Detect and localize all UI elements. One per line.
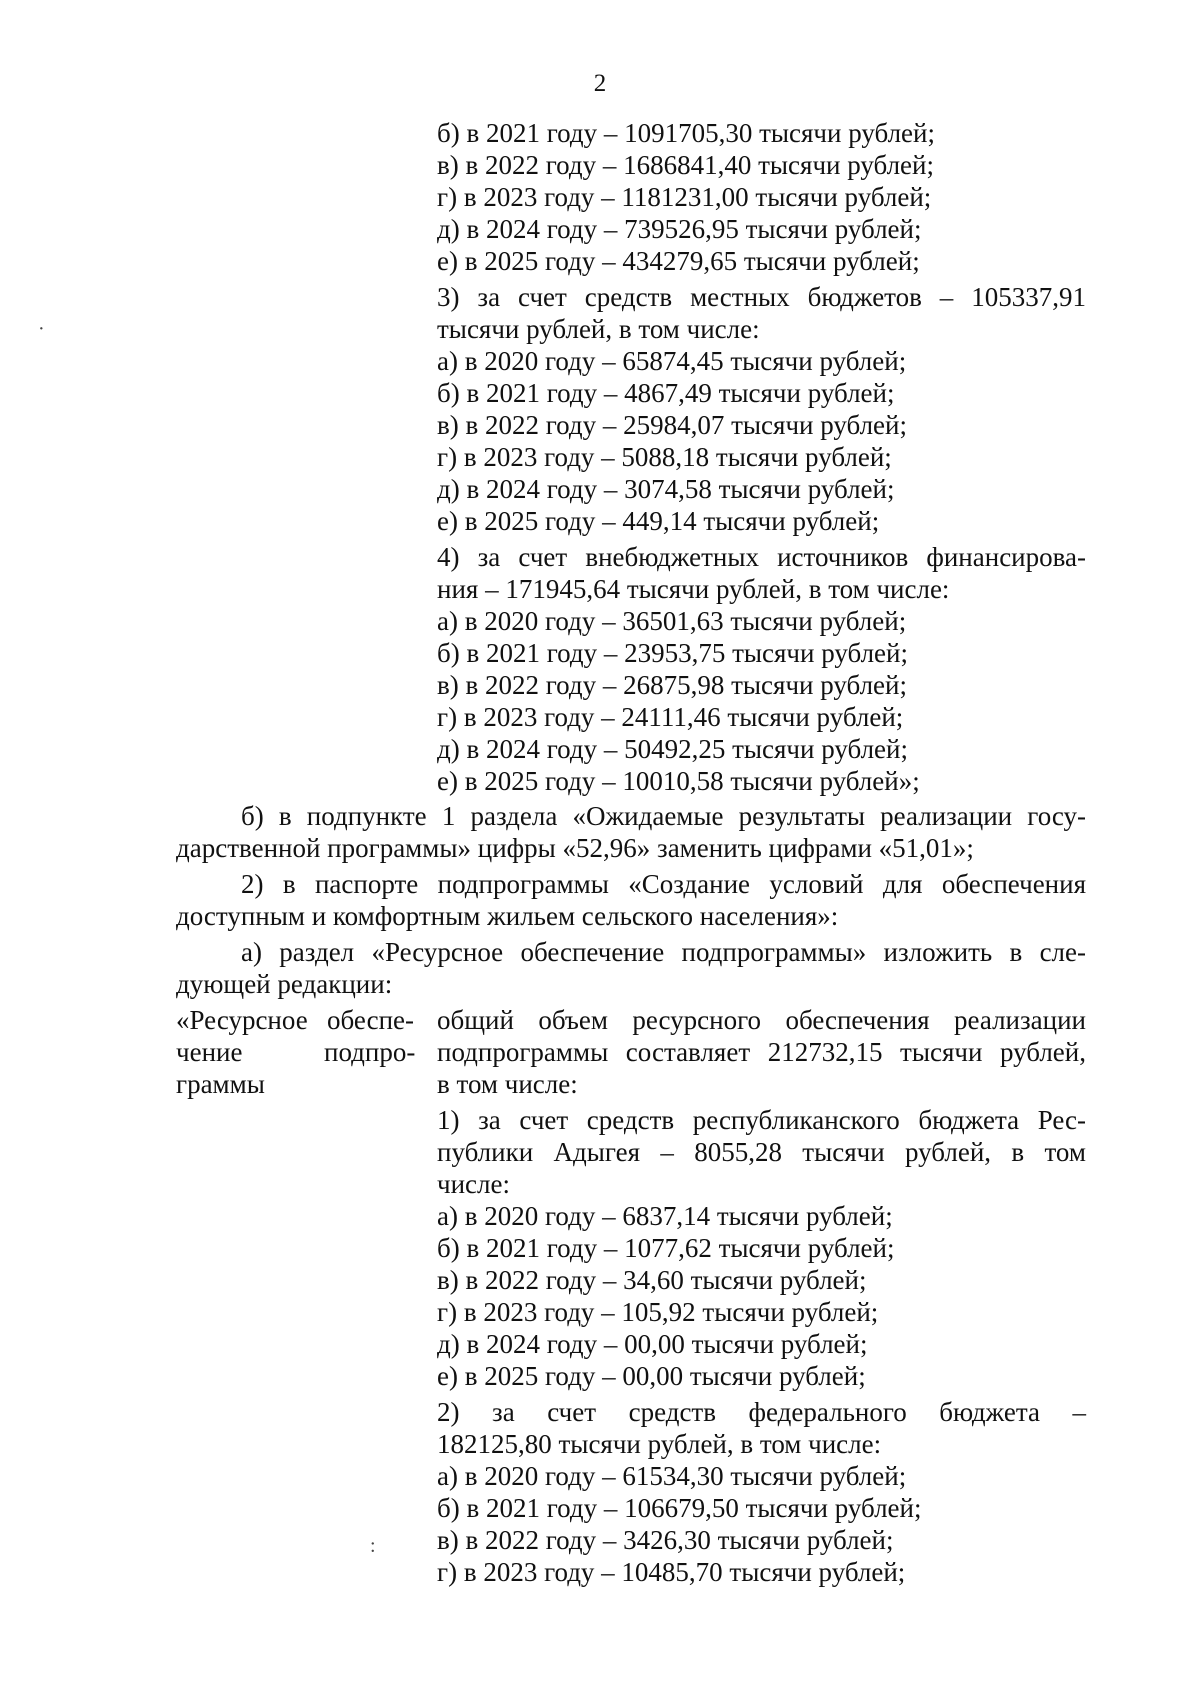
federal-budget-line1: 2) за счет средств федерального бюджета – (437, 1397, 1086, 1427)
list-item: б) в 2021 году – 1077,62 тысячи рублей; (437, 1233, 895, 1263)
list-item: е) в 2025 году – 00,00 тысячи рублей; (437, 1361, 866, 1391)
list-item: а) в 2020 году – 65874,45 тысячи рублей; (437, 346, 907, 376)
paragraph-2-line2: доступным и комфортным жильем сельского населения»: (176, 901, 839, 931)
paragraph-a-line1: а) раздел «Ресурсное обеспечение подпрограммы» изложить в сле- (241, 937, 1086, 967)
local-budget-heading-cont: тысячи рублей, в том числе: (437, 314, 760, 344)
list-item: а) в 2020 году – 61534,30 тысячи рублей; (437, 1461, 907, 1491)
scan-speck: : (370, 1535, 376, 1557)
list-item: г) в 2023 году – 5088,18 тысячи рублей; (437, 442, 892, 472)
list-item: в) в 2022 году – 25984,07 тысячи рублей; (437, 410, 907, 440)
list-item: г) в 2023 году – 1181231,00 тысячи рублей; (437, 182, 932, 212)
list-item: в) в 2022 году – 34,60 тысячи рублей; (437, 1265, 867, 1295)
list-item: б) в 2021 году – 106679,50 тысячи рублей; (437, 1493, 922, 1523)
paragraph-b-line1: б) в подпункте 1 раздела «Ожидаемые результаты реализации госу- (241, 801, 1086, 831)
list-item: е) в 2025 году – 449,14 тысячи рублей; (437, 506, 880, 536)
extra-budget-heading-cont: ния – 171945,64 тысячи рублей, в том числе: (437, 574, 950, 604)
list-item: б) в 2021 году – 4867,49 тысячи рублей; (437, 378, 895, 408)
list-item: д) в 2024 году – 739526,95 тысячи рублей; (437, 214, 922, 244)
list-item: в) в 2022 году – 3426,30 тысячи рублей; (437, 1525, 894, 1555)
local-budget-heading: 3) за счет средств местных бюджетов – 105337,91 (437, 282, 1086, 312)
table-right-intro1: общий объем ресурсного обеспечения реализации (437, 1005, 1086, 1035)
list-item: в) в 2022 году – 1686841,40 тысячи рублей; (437, 150, 934, 180)
table-right-intro2: подпрограммы составляет 212732,15 тысячи рублей, (437, 1037, 1086, 1067)
table-right-intro3: в том числе: (437, 1069, 578, 1099)
republic-budget-line2: публики Адыгея – 8055,28 тысячи рублей, в том (437, 1137, 1086, 1167)
federal-budget-line2: 182125,80 тысячи рублей, в том числе: (437, 1429, 882, 1459)
list-item: д) в 2024 году – 00,00 тысячи рублей; (437, 1329, 868, 1359)
republic-budget-line1: 1) за счет средств республиканского бюджета Рес- (437, 1105, 1086, 1135)
table-left-line3: граммы (176, 1069, 265, 1099)
list-item: г) в 2023 году – 24111,46 тысячи рублей; (437, 702, 904, 732)
table-left-line1: «Ресурсное обеспе- (176, 1005, 414, 1035)
list-item: в) в 2022 году – 26875,98 тысячи рублей; (437, 670, 907, 700)
paragraph-b-line2: дарственной программы» цифры «52,96» заменить цифрами «51,01»; (176, 833, 974, 863)
list-item: а) в 2020 году – 6837,14 тысячи рублей; (437, 1201, 893, 1231)
list-item: б) в 2021 году – 23953,75 тысячи рублей; (437, 638, 908, 668)
republic-budget-line3: числе: (437, 1169, 510, 1199)
list-item: г) в 2023 году – 10485,70 тысячи рублей; (437, 1557, 906, 1587)
list-item: е) в 2025 году – 434279,65 тысячи рублей; (437, 246, 920, 276)
paragraph-a-line2: дующей редакции: (176, 969, 393, 999)
scan-speck: · (38, 318, 45, 340)
list-item: д) в 2024 году – 50492,25 тысячи рублей; (437, 734, 908, 764)
list-item: г) в 2023 году – 105,92 тысячи рублей; (437, 1297, 879, 1327)
list-item: е) в 2025 году – 10010,58 тысячи рублей»; (437, 766, 920, 796)
page-number: 2 (593, 70, 607, 97)
paragraph-2-line1: 2) в паспорте подпрограммы «Создание условий для обеспечения (241, 869, 1086, 899)
list-item: д) в 2024 году – 3074,58 тысячи рублей; (437, 474, 895, 504)
table-left-line2b: подпро- (324, 1037, 416, 1067)
list-item: а) в 2020 году – 36501,63 тысячи рублей; (437, 606, 907, 636)
extra-budget-heading: 4) за счет внебюджетных источников финансирова- (437, 542, 1086, 572)
table-left-line2a: чение (176, 1037, 243, 1067)
list-item: б) в 2021 году – 1091705,30 тысячи рублей; (437, 118, 935, 148)
